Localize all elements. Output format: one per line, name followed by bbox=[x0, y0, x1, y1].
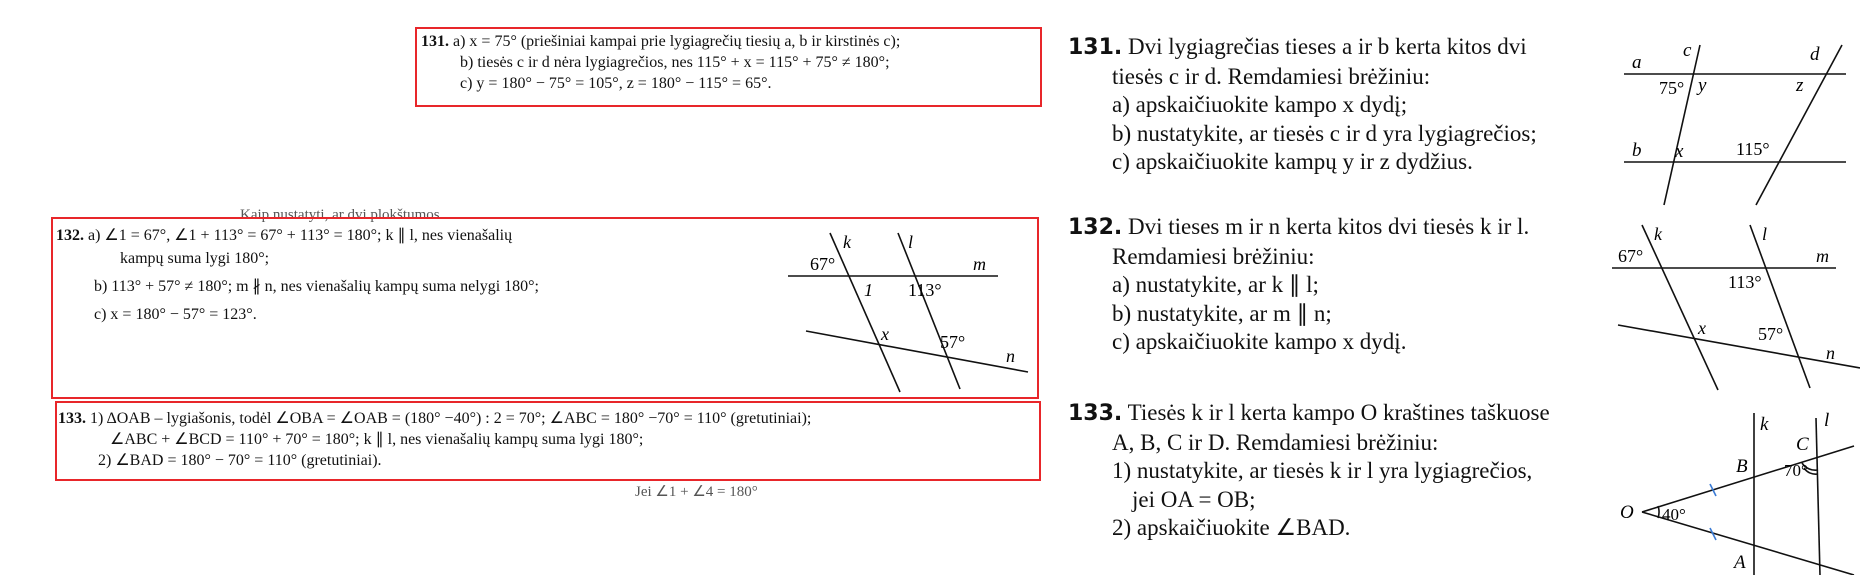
label-d: d bbox=[1810, 44, 1820, 65]
equal-tick-marks bbox=[1710, 484, 1716, 540]
problem-line: b) nustatykite, ar m ∥ n; bbox=[1112, 300, 1332, 326]
angle-label: 113° bbox=[1728, 272, 1762, 292]
problem-line: c) apskaičiuokite kampų y ir z dydžius. bbox=[1112, 149, 1473, 174]
angle-label: 67° bbox=[810, 254, 836, 274]
solution-131 bbox=[421, 31, 900, 94]
problem-133-figure bbox=[1618, 408, 1862, 575]
solution-line: 2) ∠BAD = 180° − 70° = 110° (gretutiniai). bbox=[98, 452, 382, 469]
problem-line: Dvi tieses m ir n kerta kitos dvi tiesės k ir l. bbox=[1128, 214, 1530, 239]
label-y: y bbox=[1698, 75, 1707, 96]
label-a: A bbox=[1734, 552, 1746, 573]
label-k: k bbox=[1760, 414, 1769, 435]
angle-label: 57° bbox=[940, 332, 966, 352]
solution-number: 132. bbox=[56, 227, 84, 244]
solution-line: c) x = 180° − 57° = 123°. bbox=[94, 306, 257, 323]
problem-line: tiesės c ir d. Remdamiesi brėžiniu: bbox=[1112, 63, 1431, 89]
solution-line: b) tiesės c ir d nėra lygiagrečios, nes 115° + x = 115° + 75° ≠ 180°; bbox=[460, 54, 890, 71]
label-n: n bbox=[1826, 343, 1835, 363]
solution-line: 1) ΔOAB – lygiašonis, todėl ∠OBA = ∠OAB = (180° −40°) : 2 = 70°; ∠ABC = 180° −70° = 110° (gretutiniai); bbox=[90, 410, 812, 427]
label-c: C bbox=[1796, 434, 1809, 455]
solution-number: 133. bbox=[58, 410, 86, 427]
angle-label: 40° bbox=[1662, 505, 1686, 524]
label-x: x bbox=[881, 324, 889, 344]
label-k: k bbox=[1654, 224, 1662, 244]
problem-line: 2) apskaičiuokite ∠BAD. bbox=[1112, 515, 1351, 540]
problem-line: c) apskaičiuokite kampo x dydį. bbox=[1112, 329, 1407, 354]
label-c: c bbox=[1683, 40, 1692, 61]
label-a: a bbox=[1632, 52, 1642, 73]
solution-line: c) y = 180° − 75° = 105°, z = 180° − 115° = 65°. bbox=[460, 75, 772, 92]
problem-131 bbox=[1068, 33, 1537, 177]
solution-number: 131. bbox=[421, 33, 449, 50]
label-l: l bbox=[908, 232, 914, 252]
solution-line: kampų suma lygi 180°; bbox=[120, 250, 270, 267]
label-l: l bbox=[1762, 224, 1768, 244]
problem-number: 131. bbox=[1068, 35, 1123, 60]
label-m: m bbox=[973, 254, 986, 274]
problem-132 bbox=[1068, 213, 1529, 357]
problem-line: 1) nustatykite, ar tiesės k ir l yra lygiagrečios, bbox=[1112, 458, 1533, 483]
problem-131-figure bbox=[1620, 40, 1856, 208]
problem-line: a) apskaičiuokite kampo x dydį; bbox=[1112, 92, 1408, 117]
solution-133 bbox=[58, 408, 811, 471]
label-b: B bbox=[1736, 456, 1748, 477]
label-l: l bbox=[1824, 410, 1830, 431]
problem-line: a) nustatykite, ar k ∥ l; bbox=[1112, 272, 1319, 297]
label-k: k bbox=[843, 232, 851, 252]
label-x: x bbox=[1675, 141, 1684, 162]
problem-number: 133. bbox=[1068, 401, 1123, 426]
angle-label: 115° bbox=[1736, 139, 1770, 159]
problem-line: A, B, C ir D. Remdamiesi brėžiniu: bbox=[1112, 429, 1439, 455]
problem-line: jei OA = OB; bbox=[1132, 486, 1256, 512]
label-1: 1 bbox=[864, 280, 873, 300]
problem-133 bbox=[1068, 399, 1550, 543]
label-n: n bbox=[1006, 346, 1015, 366]
ghost-text: Kaip nustatyti, ar dvi plokštumos bbox=[240, 207, 440, 223]
angle-label: 113° bbox=[908, 280, 942, 300]
solution-132 bbox=[56, 224, 539, 326]
problem-line: Dvi lygiagrečias tieses a ir b kerta kitos dvi bbox=[1128, 34, 1527, 59]
label-b: b bbox=[1632, 140, 1642, 161]
ghost-text: Jei ∠1 + ∠4 = 180° bbox=[635, 484, 758, 500]
label-z: z bbox=[1796, 75, 1804, 96]
angle-label: 57° bbox=[1758, 324, 1784, 344]
solution-line: a) x = 75° (priešiniai kampai prie lygiagrečių tiesių a, b ir kirstinės c); bbox=[453, 33, 901, 50]
problem-line: b) nustatykite, ar tiesės c ir d yra lygiagrečios; bbox=[1112, 120, 1537, 146]
solution-132-figure bbox=[788, 226, 1033, 396]
angle-label: 67° bbox=[1618, 246, 1644, 266]
problem-line: Remdamiesi brėžiniu: bbox=[1112, 243, 1315, 269]
label-o: O bbox=[1620, 502, 1634, 523]
problem-line: Tiesės k ir l kerta kampo O kraštines taškuose bbox=[1127, 400, 1550, 425]
angle-label: 75° bbox=[1659, 78, 1685, 98]
solution-line: b) 113° + 57° ≠ 180°; m ∦ n, nes vienašalių kampų suma nelygi 180°; bbox=[94, 278, 539, 295]
solution-line: a) ∠1 = 67°, ∠1 + 113° = 67° + 113° = 180°; k ∥ l, nes vienašalių bbox=[88, 227, 513, 244]
label-x: x bbox=[1698, 318, 1706, 338]
problem-132-figure bbox=[1612, 222, 1860, 392]
solution-line: ∠ABC + ∠BCD = 110° + 70° = 180°; k ∥ l, nes vienašalių kampų suma lygi 180°; bbox=[110, 431, 644, 448]
label-m: m bbox=[1816, 246, 1829, 266]
angle-label: 70° bbox=[1784, 461, 1808, 480]
problem-number: 132. bbox=[1068, 215, 1123, 240]
